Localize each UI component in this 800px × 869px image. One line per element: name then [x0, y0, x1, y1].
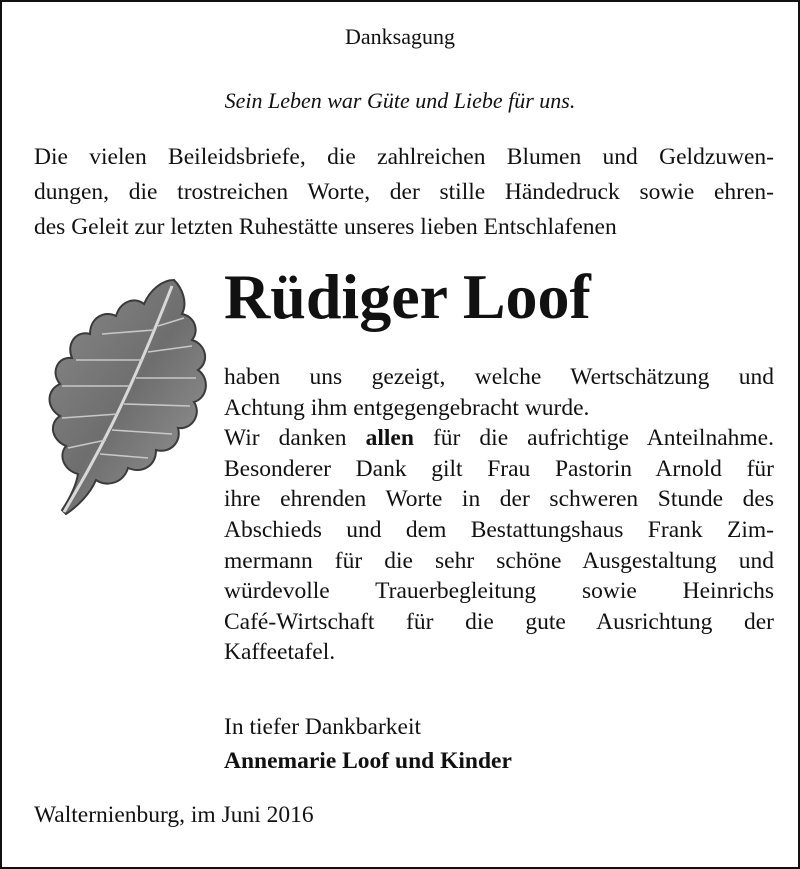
body-line: Abschieds und dem Bestattungshaus Frank Zim-: [224, 516, 774, 543]
place-date: Walternienburg, im Juni 2016: [34, 802, 314, 828]
closing-block: [224, 710, 512, 778]
motto: Sein Leben war Güte und Liebe für uns.: [224, 88, 576, 113]
body-line: Achtung ihm entgegengebracht wurde.: [224, 394, 590, 421]
body-line: ihre ehrenden Worte in der schweren Stunde des: [224, 486, 774, 513]
intro-line: des Geleit zur letzten Ruhestätte unseres lieben Entschlafenen: [34, 214, 617, 240]
body-line: Kaffeetafel.: [224, 639, 336, 666]
body-paragraph: [224, 362, 774, 668]
deceased-name: Rüdiger Loof: [224, 261, 591, 332]
body-line: [224, 423, 774, 454]
signature: Annemarie Loof und Kinder: [224, 748, 512, 774]
intro-line: Die vielen Beileidsbriefe, die zahlreichen Blumen und Geldzuwen-: [34, 144, 774, 170]
body-line: haben uns gezeigt, welche Wertschätzung und: [224, 364, 774, 390]
body-text: Wir danken: [224, 425, 366, 452]
oak-leaf-icon: [32, 274, 222, 529]
body-line: Besonderer Dank gilt Frau Pastorin Arnold für: [224, 455, 774, 482]
body-line: würdevolle Trauerbegleitung sowie Heinrichs: [224, 578, 774, 605]
intro-line: dungen, die trostreichen Worte, der stille Händedruck sowie ehren-: [34, 179, 774, 205]
body-line: Café-Wirtschaft für die gute Ausrichtung der: [224, 608, 774, 635]
body-line: mermann für die sehr schöne Ausgestaltung und: [224, 547, 774, 574]
closing-line: In tiefer Dankbarkeit: [224, 714, 422, 740]
body-text: für die aufrichtige Anteilnahme.: [413, 425, 774, 452]
intro-paragraph: [34, 140, 774, 245]
emphasis-text: allen: [365, 425, 414, 452]
heading: Danksagung: [345, 24, 455, 49]
